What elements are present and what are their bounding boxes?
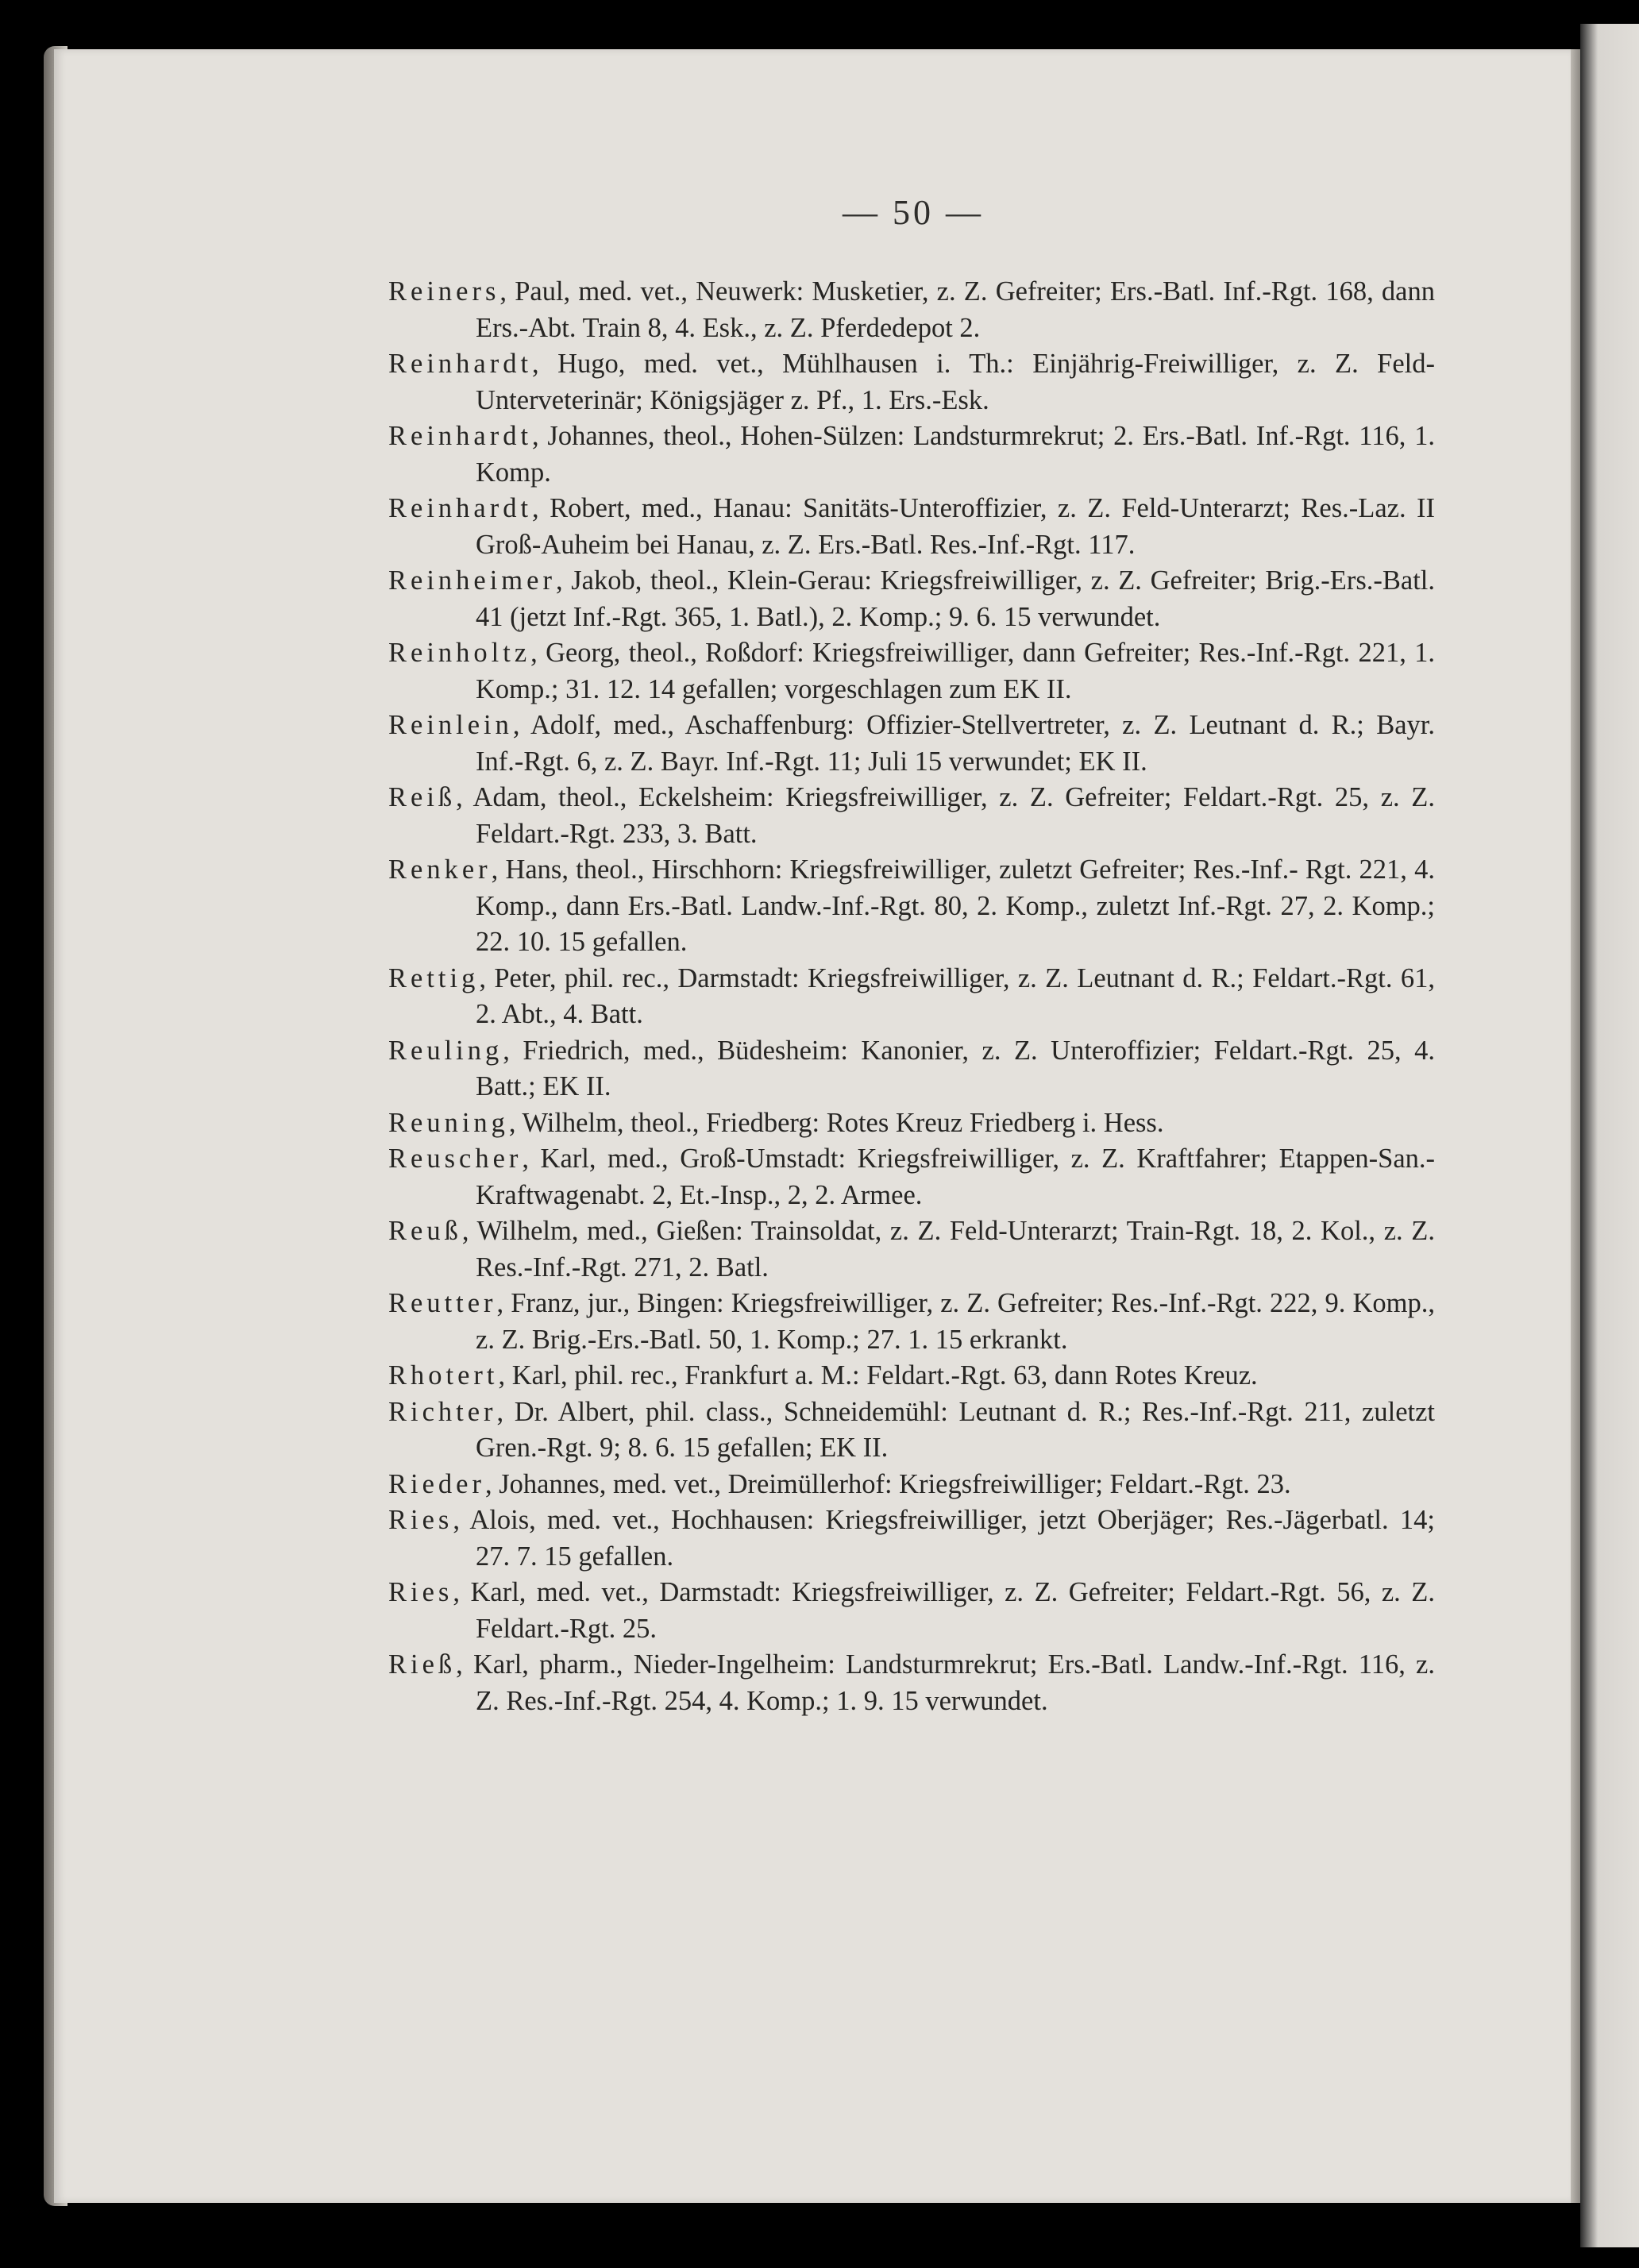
entry-surname: Reinholtz	[388, 638, 531, 668]
register-entry	[388, 274, 1435, 346]
entry-details: , Robert, med., Hanau: Sanitäts-Unteroffizier, z. Z. Feld-Unterarzt; Res.-Laz. II Groß-Auheim bei Hanau, z. Z. Ers.-Batl. Res.-Inf.-Rgt. 117.	[476, 493, 1435, 560]
entry-details: , Karl, med. vet., Darmstadt: Kriegsfreiwilliger, z. Z. Gefreiter; Feldart.-Rgt. 56, z. Z. Feldart.-Rgt. 25.	[453, 1577, 1435, 1644]
entry-surname: Rhotert	[388, 1360, 499, 1390]
page-number: — 50 —	[843, 193, 984, 232]
entry-details: , Dr. Albert, phil. class., Schneidemühl: Leutnant d. R.; Res.-Inf.-Rgt. 211, zuletzt Gren.-Rgt. 9; 8. 6. 15 gefallen; EK II.	[476, 1396, 1435, 1463]
entry-surname: Ries	[388, 1577, 453, 1607]
register-entry	[388, 635, 1435, 708]
register-entry	[388, 708, 1435, 780]
entry-surname: Richter	[388, 1396, 497, 1427]
register-entry	[388, 961, 1435, 1033]
register-entry	[388, 1141, 1435, 1213]
entry-surname: Reinhardt	[388, 493, 533, 523]
register-entry	[388, 1213, 1435, 1286]
entry-details: , Friedrich, med., Büdesheim: Kanonier, z. Z. Unteroffizier; Feldart.-Rgt. 25, 4. Batt.; EK II.	[476, 1035, 1435, 1101]
entry-details: , Hugo, med. vet., Mühlhausen i. Th.: Einjährig-Freiwilliger, z. Z. Feld-Unterveterinär; Königsjäger z. Pf., 1. Ers.-Esk.	[476, 349, 1435, 415]
entry-details: , Johannes, med. vet., Dreimüllerhof: Kriegsfreiwilliger; Feldart.-Rgt. 23.	[484, 1468, 1291, 1499]
entry-surname: Reiners	[388, 276, 500, 307]
entry-details: , Karl, phil. rec., Frankfurt a. M.: Feldart.-Rgt. 63, dann Rotes Kreuz.	[498, 1360, 1258, 1390]
page-edge	[1571, 49, 1580, 2203]
entry-details: , Adolf, med., Aschaffenburg: Offizier-Stellvertreter, z. Z. Leutnant d. R.; Bayr. Inf.-Rgt. 6, z. Z. Bayr. Inf.-Rgt. 11; Juli 15 verwundet; EK II.	[476, 710, 1435, 777]
entry-surname: Reinhardt	[388, 349, 533, 379]
entry-surname: Rieder	[388, 1468, 485, 1499]
register-entry	[388, 1105, 1435, 1142]
entry-details: , Hans, theol., Hirschhorn: Kriegsfreiwilliger, zuletzt Gefreiter; Res.-Inf.- Rgt. 221, 4. Komp., dann Ers.-Batl. Landw.-Inf.-Rgt. 80, 2. Komp., zuletzt Inf.-Rgt. 27, 2. Komp.; 22. 10. 15 gefallen.	[476, 854, 1435, 957]
entry-surname: Reutter	[388, 1288, 497, 1318]
entry-surname: Reinlein	[388, 710, 513, 740]
entry-surname: Reinhardt	[388, 421, 533, 451]
register-entry	[388, 780, 1435, 852]
entry-surname: Rieß	[388, 1649, 457, 1680]
register-entry	[388, 1394, 1435, 1467]
register-entry	[388, 1358, 1435, 1394]
entry-details: , Karl, med., Groß-Umstadt: Kriegsfreiwilliger, z. Z. Kraftfahrer; Etappen-San.-Kraftwagenabt. 2, Et.-Insp., 2, 2. Armee.	[476, 1144, 1435, 1210]
entry-surname: Reuscher	[388, 1144, 523, 1174]
register-entry	[388, 1502, 1435, 1575]
entry-details: , Wilhelm, med., Gießen: Trainsoldat, z. Z. Feld-Unterarzt; Train-Rgt. 18, 2. Kol., z. Z. Res.-Inf.-Rgt. 271, 2. Batl.	[461, 1216, 1435, 1282]
register-entry	[388, 563, 1435, 635]
entry-surname: Reuning	[388, 1107, 509, 1138]
entry-details: , Alois, med. vet., Hochhausen: Kriegsfreiwilliger, jetzt Oberjäger; Res.-Jägerbatl. 14; 27. 7. 15 gefallen.	[453, 1505, 1435, 1572]
entry-details: , Jakob, theol., Klein-Gerau: Kriegsfreiwilliger, z. Z. Gefreiter; Brig.-Ers.-Batl. 41 (jetzt Inf.-Rgt. 365, 1. Batl.), 2. Komp.; 9. 6. 15 verwundet.	[476, 565, 1435, 632]
entry-details: , Franz, jur., Bingen: Kriegsfreiwilliger, z. Z. Gefreiter; Res.-Inf.-Rgt. 222, 9. Komp., z. Z. Brig.-Ers.-Batl. 50, 1. Komp.; 27. 1. 15 erkrankt.	[476, 1288, 1435, 1355]
entry-details: , Adam, theol., Eckelsheim: Kriegsfreiwilliger, z. Z. Gefreiter; Feldart.-Rgt. 25, z. Z. Feldart.-Rgt. 233, 3. Batt.	[456, 782, 1435, 849]
entry-surname: Ries	[388, 1505, 453, 1535]
entry-details: , Peter, phil. rec., Darmstadt: Kriegsfreiwilliger, z. Z. Leutnant d. R.; Feldart.-Rgt. 61, 2. Abt., 4. Batt.	[476, 962, 1435, 1029]
entry-details: , Georg, theol., Roßdorf: Kriegsfreiwilliger, dann Gefreiter; Res.-Inf.-Rgt. 221, 1. Komp.; 31. 12. 14 gefallen; vorgeschlagen zum EK II.	[476, 638, 1435, 704]
register-entry	[388, 1647, 1435, 1719]
register-entry	[388, 1575, 1435, 1647]
register-entry	[388, 346, 1435, 418]
entry-surname: Reuß	[388, 1216, 462, 1246]
entry-surname: Renker	[388, 854, 492, 885]
entry-details: , Karl, pharm., Nieder-Ingelheim: Landsturmrekrut; Ers.-Batl. Landw.-Inf.-Rgt. 116, z. Z. Res.-Inf.-Rgt. 254, 4. Komp.; 1. 9. 15 verwundet.	[456, 1649, 1435, 1716]
register-entry	[388, 1286, 1435, 1358]
entry-details: , Wilhelm, theol., Friedberg: Rotes Kreuz Friedberg i. Hess.	[508, 1107, 1164, 1138]
entry-surname: Reuling	[388, 1035, 503, 1066]
entry-details: , Johannes, theol., Hohen-Sülzen: Landsturmrekrut; 2. Ers.-Batl. Inf.-Rgt. 116, 1. Komp.	[476, 421, 1435, 488]
register-entry	[388, 852, 1435, 961]
entry-surname: Rettig	[388, 962, 480, 993]
entry-details: , Paul, med. vet., Neuwerk: Musketier, z. Z. Gefreiter; Ers.-Batl. Inf.-Rgt. 168, dann Ers.-Abt. Train 8, 4. Esk., z. Z. Pferdedepot 2.	[476, 276, 1435, 343]
adjacent-page-edge	[1580, 24, 1639, 2247]
entry-surname: Reiß	[388, 782, 457, 812]
entry-surname: Reinheimer	[388, 565, 556, 596]
register-entry	[388, 418, 1435, 491]
register-entry	[388, 1467, 1435, 1503]
register-entry	[388, 1033, 1435, 1105]
register-entry	[388, 491, 1435, 563]
register-entries	[388, 274, 1435, 1719]
